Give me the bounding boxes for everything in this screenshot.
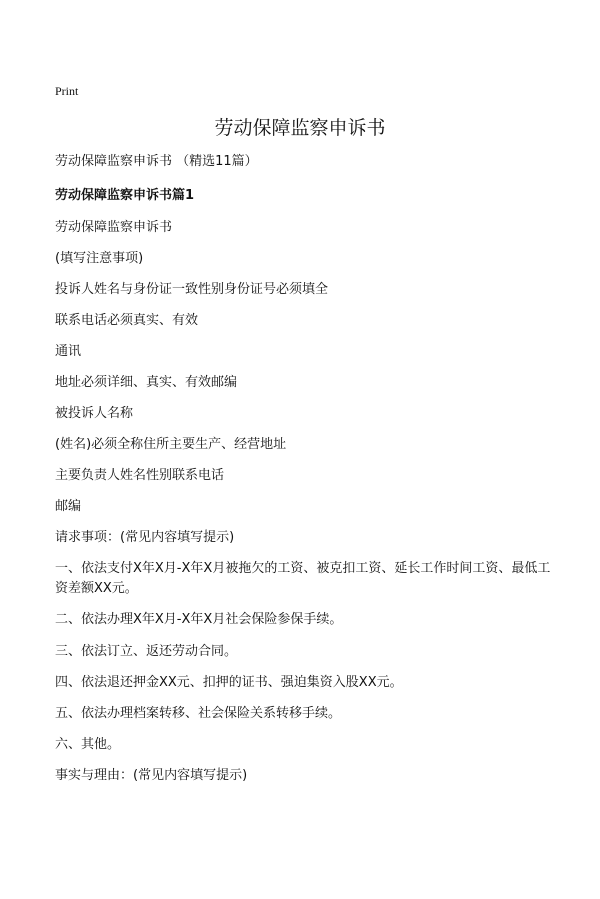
request-item-3: 三、依法订立、返还劳动合同。	[55, 644, 238, 659]
form-title-line: 劳动保障监察申诉书	[55, 220, 173, 235]
complainant-info-line: 投诉人姓名与身份证一致性别身份证号必须填全	[55, 282, 329, 297]
section-heading: 劳动保障监察申诉书篇1	[55, 188, 195, 203]
request-item-5: 五、依法办理档案转移、社会保险关系转移手续。	[55, 706, 342, 721]
request-item-6: 六、其他。	[55, 737, 121, 752]
respondent-name-line: 被投诉人名称	[55, 406, 134, 421]
filling-notes-line: (填写注意事项)	[55, 251, 144, 266]
print-link[interactable]: Print	[55, 84, 79, 98]
request-item-2: 二、依法办理X年X月-X年X月社会保险参保手续。	[55, 612, 343, 627]
address-line: 地址必须详细、真实、有效邮编	[55, 375, 238, 390]
facts-reasons-heading: 事实与理由：(常见内容填写提示)	[55, 768, 248, 783]
request-items-heading: 请求事项：(常见内容填写提示)	[55, 530, 235, 545]
postcode-line: 邮编	[55, 499, 82, 514]
document-title: 劳动保障监察申诉书	[214, 117, 386, 139]
request-item-1: 一、依法支付X年X月-X年X月被拖欠的工资、被克扣工资、延长工作时间工资、最低工资差额XX元。	[55, 561, 551, 596]
request-item-4: 四、依法退还押金XX元、扣押的证书、强迫集资入股XX元。	[55, 675, 403, 690]
document-subtitle: 劳动保障监察申诉书 （精选11篇）	[55, 154, 258, 169]
respondent-address-line: (姓名)必须全称住所主要生产、经营地址	[55, 437, 287, 452]
correspondence-line: 通讯	[55, 344, 82, 359]
responsible-person-line: 主要负责人姓名性别联系电话	[55, 468, 225, 483]
phone-requirement-line: 联系电话必须真实、有效	[55, 313, 199, 328]
